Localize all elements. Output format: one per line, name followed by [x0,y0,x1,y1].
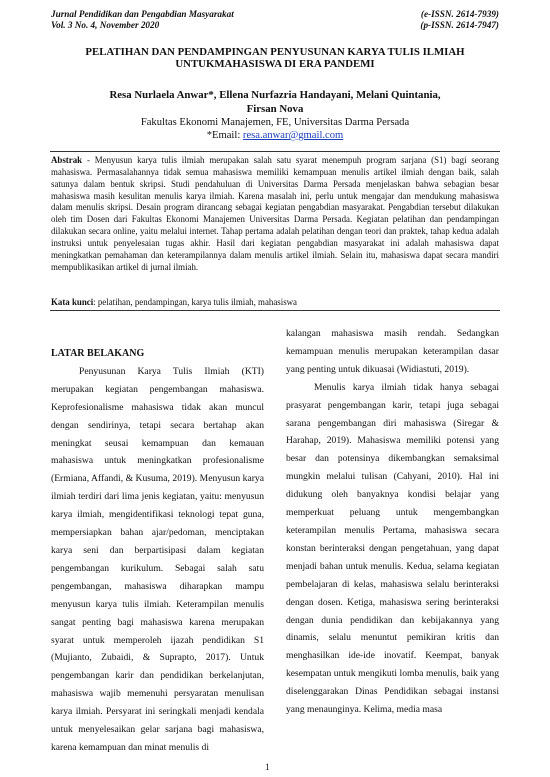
right-column [286,325,499,719]
left-paragraph: Penyusunan Karya Tulis Ilmiah (KTI) merupakan kegiatan pengembangan mahasiswa. Keprofesionalisme mahasiswa tidak akan muncul dengan sendirinya, tetapi secara bertahap akan meningkat seusai kemampuan dan kemauan mahasiswa untuk meningkatkan profesionalisme (Ermiana, Affandi, & Kusuma, 2019). Menyusun karya ilmiah terdiri dari lima jenis kegiatan, yaitu: menyusun karya ilmiah, mengidentifikasi teknologi tepat guna, mempersiapkan bahan ajar/pedoman, menciptakan karya seni dan berpartisipasi dalam kegiatan pengembangan kurikulum. Sebagai salah satu pengembangan, mahasiswa diharapkan mampu menyusun karya tulis ilmiah. Keterampilan menulis sangat penting bagi mahasiswa karena merupakan syarat untuk memperoleh ijazah pendidikan S1 (Mujianto, Zubaidi, & Suprapto, 2017). Untuk pengembangan karir dan pendidikan berkelanjutan, mahasiswa wajib memenuhi persyaratan menulisan karya ilmiah. Persyarat ini seringkali menjadi kendala untuk menyelesaikan gelar sarjana bagi mahasiswa, karena kemampuan dan minat menulis di [51,365,264,753]
pissn: (p-ISSN. 2614-7947) [420,20,499,30]
authors-line-2: Firsan Nova [246,103,304,115]
authors-line-1: Resa Nurlaela Anwar*, Ellena Nurfazria Handayani, Melani Quintania, [109,89,441,101]
section-heading: LATAR BELAKANG [51,348,145,359]
paper-title: PELATIHAN DAN PENDAMPINGAN PENYUSUNAN KARYA TULIS ILMIAH UNTUKMAHASISWA DI ERA PANDEMI [85,46,465,70]
left-column [51,345,264,757]
right-paragraph-1: kalangan mahasiswa masih rendah. Sedangkan kemampuan menulis merupakan keterampilan dasar yang penting untuk dikuasai (Widiastuti, 2019). [286,328,499,375]
email-link[interactable]: resa.anwar@gmail.com [242,130,344,141]
abstract-label: Abstrak [51,155,83,165]
email-label: *Email: [206,130,241,141]
right-paragraph-2: Menulis karya ilmiah tidak hanya sebagai prasyarat pengembangan karir, tetapi juga sebagai sarana pengembangan diri mahasiswa (Siregar & Harahap, 2019). Mahasiswa memiliki potensi yang besar dan potensinya dikembangkan semaksimal mungkin melalui tulisan (Cahyani, 2010). Hal ini didukung oleh banyaknya kondisi belajar yang memperkuat peluang untuk mengembangkan keterampilan menulis Pertama, mahasiswa secara konstan berinteraksi dengan pengetahuan, yang dapat menjadi bahan untuk menulis. Kedua, selama kegiatan pembelajaran di kelas, mahasiswa selalu berinteraksi dengan dosen. Ketiga, mahasiswa sering berinteraksi dengan dunia pendidikan dan kebijakannya yang dinamis, selalu menuntut pemikiran kritis dan menghasilkan ide-ide inovatif. Keempat, banyak kesempatan untuk mengikuti lomba menulis, baik yang diselenggarakan Dinas Pendidikan sebagai instansi yang menaunginya. Kelima, media masa [286,381,499,716]
keywords-text: : pelatihan, pendampingan, karya tulis ilmiah, mahasiswa [93,297,297,307]
eissn: (e-ISSN. 2614-7939) [420,9,499,19]
journal-name: Jurnal Pendidikan dan Pengabdian Masyarakat [51,9,234,19]
abstract-text: - Menyusun karya tulis ilmiah merupakan salah satu syarat menempuh program sarjana (S1) bagi seorang mahasiswa. Permasalahannya tidak semua mahasiswa memiliki kemampuan menulis artikel ilmiah dengan baik, salah satunya dalam bentuk skripsi. Studi pendahuluan di Universitas Darma Persada menjelaskan bahwa sebagian besar mahasiswa masih kesulitan menulis karya ilmiah. Karena masalah ini, perlu untuk mengajar dan mendukung mahasiswa dalam menulis skripsi. Desain program dirancang sebagai kegiatan pengabdian masyarakat. Pengabdian tersebut dilakukan oleh tim Dosen dari Fakultas Ekonomi Manajemen Universitas Darma Persada. Kegiatan pelatihan dan pendampingan dilakukan secara online, yaitu melalui internet. Tahap pertama adalah pelatihan dengan teori dan praktek, tahap kedua adalah instruksi untuk penyelesaian tugas akhir. Hasil dari kegiatan pengabdian masyarakat ini adalah mahasiswa dapat meningkatkan pemahaman dan keterampilannya dalam menulis artikel ilmiah. Selain itu, mahasiswa dapat secara mandiri mempublikasikan artikel di jurnal ilmiah. [51,155,499,272]
keywords [51,297,499,308]
abstract-bottom-rule [50,310,500,311]
keywords-label: Kata kunci [51,297,94,307]
affiliation: Fakultas Ekonomi Manajemen, FE, Universitas Darma Persada [140,117,410,128]
abstract [51,155,499,273]
author-list [40,88,510,116]
email-line [40,129,510,142]
page-number: 1 [265,763,270,773]
volume-issue: Vol. 3 No. 4, November 2020 [51,20,160,30]
abstract-top-rule [50,151,500,152]
